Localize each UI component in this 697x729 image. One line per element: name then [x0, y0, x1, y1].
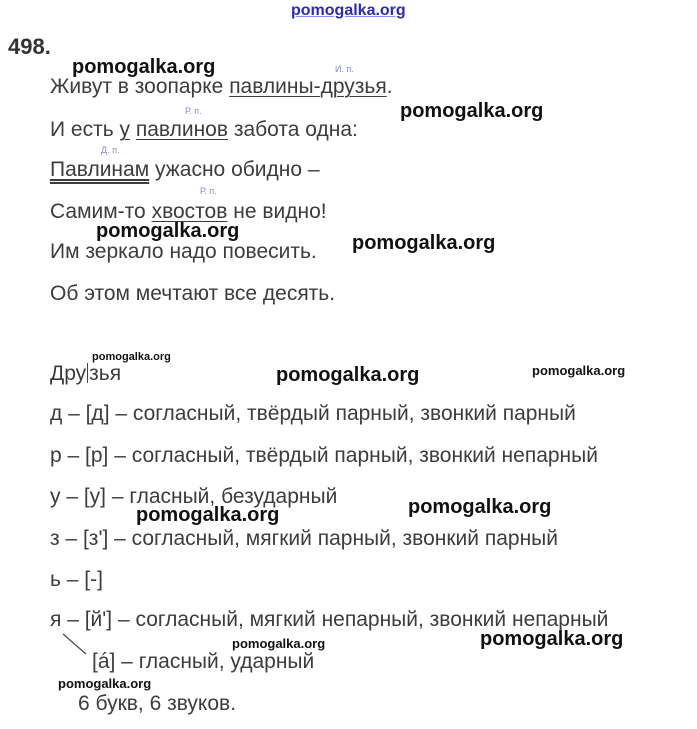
case-note: И. п.: [335, 64, 354, 74]
underlined-word: Павлинам: [50, 158, 150, 181]
watermark: pomogalka.org: [400, 100, 544, 122]
underlined-word: у: [119, 118, 131, 141]
watermark: pomogalka.org: [276, 364, 420, 386]
watermark: pomogalka.org: [92, 351, 171, 363]
poem-line-3: Павлинам ужасно обидно –: [50, 158, 320, 181]
case-note: Р. п.: [200, 186, 217, 196]
analysis-row: з – [з'] – согласный, мягкий парный, звонкий парный: [50, 527, 558, 550]
watermark: pomogalka.org: [532, 363, 626, 378]
watermark: pomogalka.org: [72, 56, 216, 78]
analysis-row: ь – [-]: [50, 568, 103, 591]
watermark: pomogalka.org: [136, 504, 280, 526]
watermark: pomogalka.org: [408, 496, 552, 518]
pointer-line: [60, 632, 92, 658]
watermark: pomogalka.org: [96, 220, 240, 242]
analysis-row: я – [й'] – согласный, мягкий непарный, звонкий непарный: [50, 608, 609, 631]
underlined-word: павлины-друзья: [229, 75, 387, 98]
analysis-row: р – [р] – согласный, твёрдый парный, звонкий непарный: [50, 444, 598, 467]
poem-line-5: Им зеркало надо повесить.: [50, 240, 317, 263]
underlined-word: хвостов: [151, 200, 228, 223]
analysis-row: у – [у] – гласный, безударный: [50, 485, 338, 508]
exercise-number: 498.: [8, 34, 51, 59]
case-note: Р. п.: [185, 106, 202, 116]
poem-line-4: Самим-то хвостов не видно!: [50, 200, 327, 223]
watermark: pomogalka.org: [58, 676, 152, 691]
case-note: Д. п.: [101, 145, 120, 155]
underlined-word: павлинов: [135, 118, 229, 141]
poem-line-6: Об этом мечтают все десять.: [50, 282, 336, 305]
watermark: pomogalka.org: [352, 232, 496, 254]
poem-line-1: Живут в зоопарке павлины-друзья.: [50, 75, 393, 98]
extra-sound-row: [á] – гласный, ударный: [92, 650, 315, 673]
watermark: pomogalka.org: [480, 628, 624, 650]
summary: 6 букв, 6 звуков.: [78, 692, 237, 715]
analyzed-word: Дру зья: [50, 362, 122, 385]
poem-line-2: И есть у павлинов забота одна:: [50, 118, 358, 141]
analysis-row: д – [д] – согласный, твёрдый парный, звонкий парный: [50, 402, 576, 425]
top-watermark[interactable]: pomogalka.org: [291, 2, 406, 19]
watermark: pomogalka.org: [232, 636, 326, 651]
